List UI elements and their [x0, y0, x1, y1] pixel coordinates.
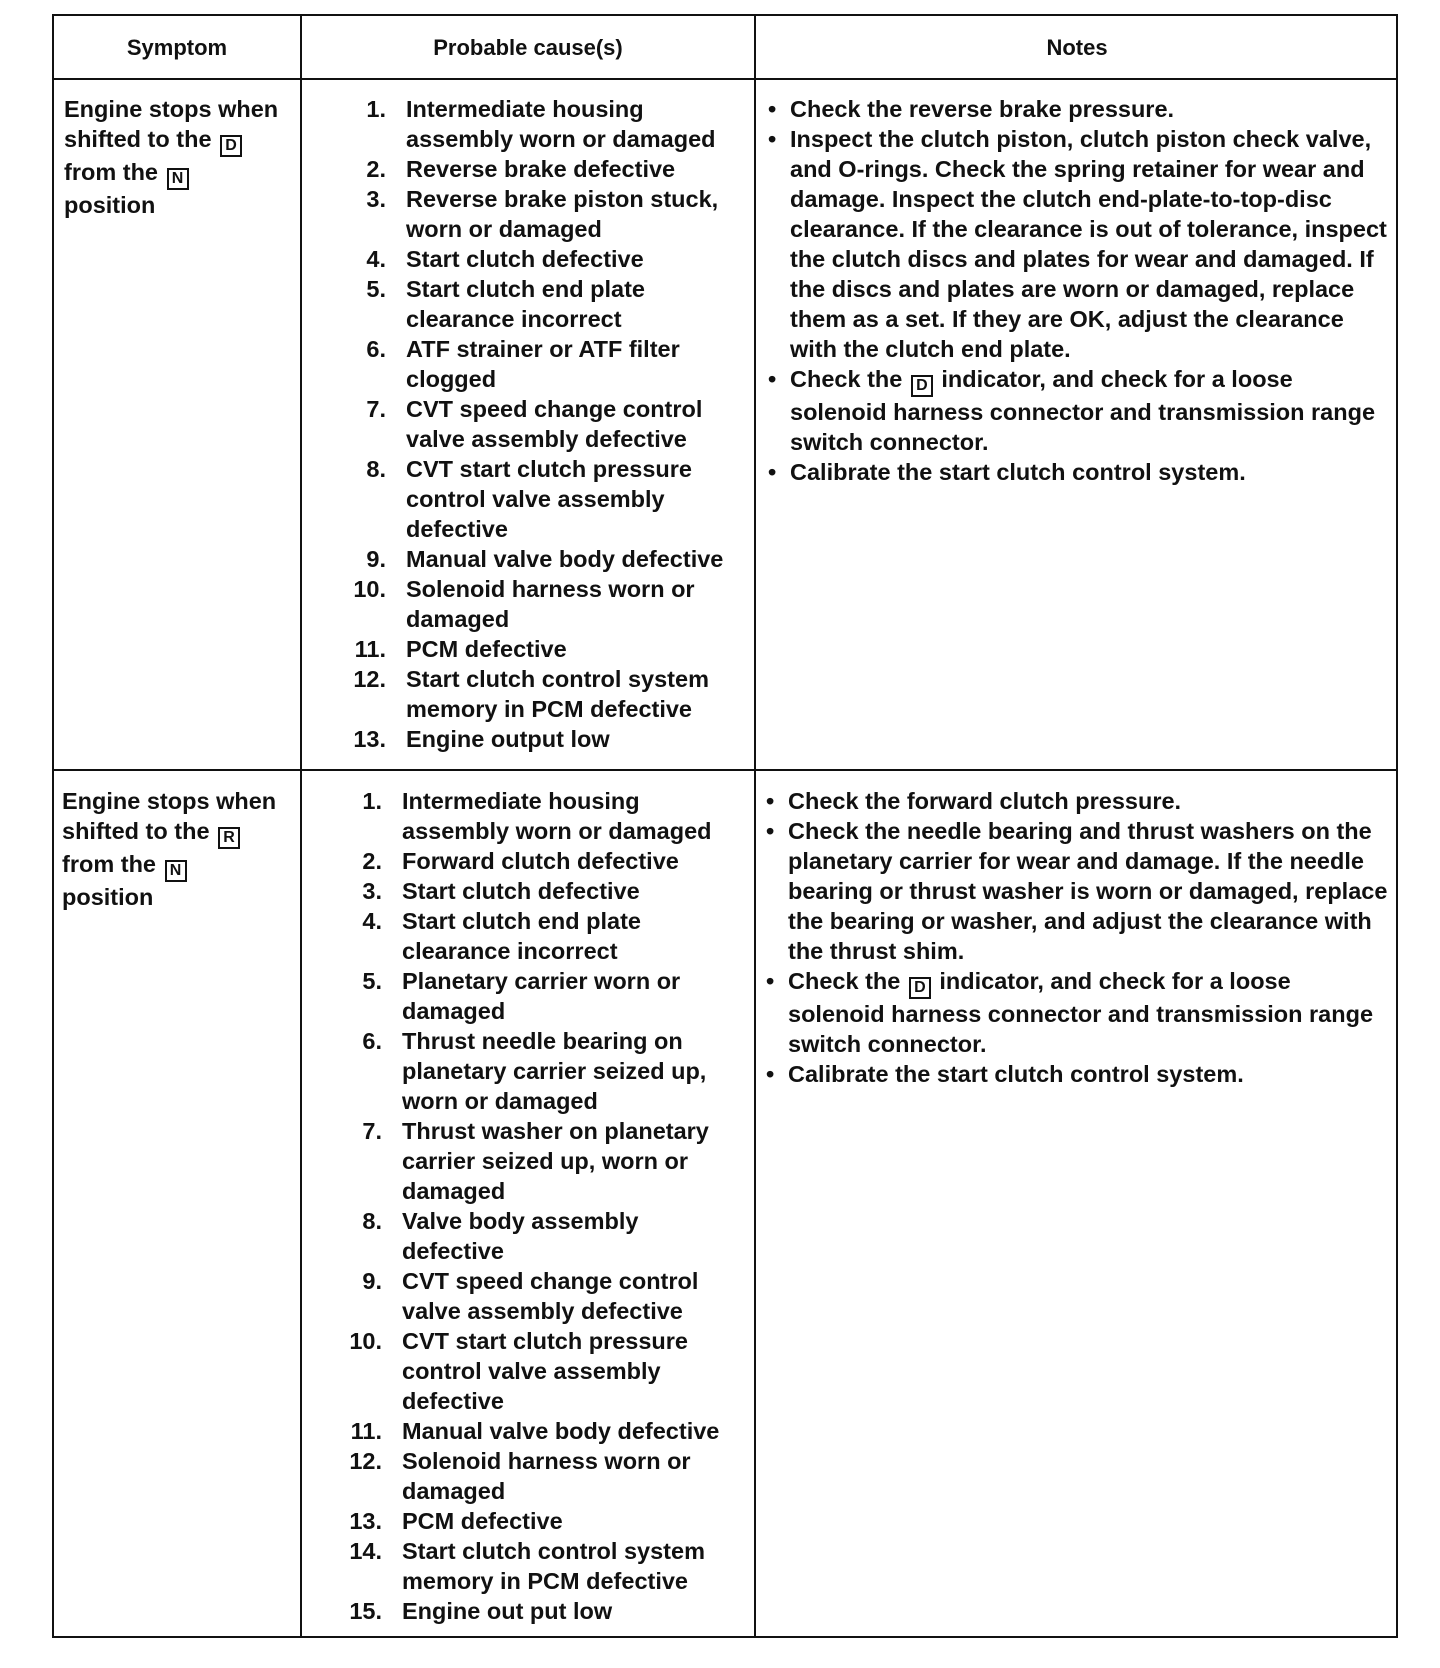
cause-number: 9.: [362, 1268, 382, 1294]
cause-text: Solenoid harness worn or damaged: [402, 1448, 691, 1504]
cause-text: Manual valve body defective: [406, 546, 724, 572]
cause-number: 13.: [349, 1508, 382, 1534]
note-text: Inspect the clutch piston, clutch piston check valve, and O-rings. Check the spring retainer for wear and damage. Inspect the clutch end-plate-to-top-disc clearance. If the clearance is out of tolerance, inspect the clutch discs and plates for wear and damaged. If the discs and plates are worn or damaged, replace them as a set. If they are OK, adjust the clearance with the clutch end plate.: [790, 126, 1387, 362]
cause-item: [324, 184, 744, 244]
note-text-part: indicator, and check for a loose solenoid harness connector and transmission range switch connector.: [788, 968, 1374, 1057]
symptom-line: position: [64, 192, 156, 218]
gear-position-indicator: D: [909, 977, 931, 999]
causes-list: [324, 94, 744, 754]
cause-item: [324, 634, 744, 664]
note-text: Calibrate the start clutch control system.: [790, 459, 1246, 485]
bullet-icon: •: [768, 459, 777, 485]
cause-number: 6.: [366, 336, 386, 362]
bullet-icon: •: [768, 126, 777, 152]
cause-item: [324, 334, 744, 394]
row-divider: [54, 769, 1396, 771]
cause-number: 12.: [349, 1448, 382, 1474]
cause-text: Thrust needle bearing on planetary carrier seized up, worn or damaged: [402, 1028, 707, 1114]
cause-text: Start clutch end plate clearance incorrect: [402, 908, 641, 964]
symptom-cell: [62, 786, 292, 912]
cause-text: Engine output low: [406, 726, 610, 752]
cause-item: [320, 1596, 744, 1626]
note-text: [788, 966, 1388, 1059]
note-text-part: Check the: [790, 366, 903, 392]
cause-text: Start clutch end plate clearance incorrect: [406, 276, 645, 332]
cause-item: [324, 244, 744, 274]
symptom-text: shifted to the: [62, 818, 210, 844]
cause-text: Reverse brake piston stuck, worn or damaged: [406, 186, 719, 242]
cause-number: 1.: [362, 788, 382, 814]
notes-list: [768, 94, 1388, 487]
symptom-line: [62, 849, 292, 882]
symptom-text: from the: [64, 159, 158, 185]
cause-number: 11.: [354, 636, 386, 662]
cause-text: CVT start clutch pressure control valve assembly defective: [402, 1328, 689, 1414]
cause-item: [320, 1506, 744, 1536]
cause-number: 7.: [366, 396, 386, 422]
cause-number: 4.: [366, 246, 386, 272]
gear-position-indicator: D: [220, 135, 242, 157]
cause-item: [324, 394, 744, 454]
cause-item: [320, 966, 744, 1026]
cause-item: [324, 154, 744, 184]
cause-number: 3.: [362, 878, 382, 904]
symptom-line: position: [62, 884, 154, 910]
cause-item: [320, 1116, 744, 1206]
causes-cell: [324, 94, 744, 754]
cause-text: Start clutch control system memory in PCM defective: [402, 1538, 705, 1594]
note-item: [768, 364, 1388, 457]
cause-number: 9.: [366, 546, 386, 572]
cause-item: [320, 846, 744, 876]
cause-text: Thrust washer on planetary carrier seized up, worn or damaged: [402, 1118, 709, 1204]
note-text: Check the needle bearing and thrust washers on the planetary carrier for wear and damage. If the needle bearing or thrust washer is worn or damaged, replace the bearing or washer, and adjust the clearance with the thrust shim.: [788, 818, 1388, 964]
symptom-line: Engine stops when: [64, 96, 279, 122]
gear-position-indicator: N: [167, 168, 189, 190]
cause-text: Forward clutch defective: [402, 848, 679, 874]
note-item: [766, 966, 1388, 1059]
cause-number: 4.: [362, 908, 382, 934]
note-text: [790, 364, 1388, 457]
cause-item: [320, 1446, 744, 1506]
notes-list: [766, 786, 1388, 1089]
symptom-line: [64, 157, 294, 190]
cause-item: [320, 786, 744, 846]
troubleshooting-table: [52, 14, 1398, 1638]
cause-text: PCM defective: [402, 1508, 563, 1534]
cause-item: [324, 664, 744, 724]
cause-text: Valve body assembly defective: [402, 1208, 639, 1264]
cause-text: Start clutch defective: [406, 246, 644, 272]
cause-number: 12.: [353, 666, 386, 692]
gear-position-indicator: R: [218, 827, 240, 849]
cause-text: Planetary carrier worn or damaged: [402, 968, 681, 1024]
cause-item: [324, 274, 744, 334]
cause-text: Start clutch defective: [402, 878, 640, 904]
cause-item: [320, 1206, 744, 1266]
note-item: [766, 786, 1388, 816]
note-item: [768, 124, 1388, 364]
cause-item: [320, 1416, 744, 1446]
symptom-line: [62, 816, 292, 849]
gear-position-indicator: N: [165, 860, 187, 882]
cause-number: 8.: [366, 456, 386, 482]
note-item: [768, 94, 1388, 124]
header-symptom: Symptom: [126, 35, 228, 60]
note-item: [768, 457, 1388, 487]
notes-cell: [766, 786, 1388, 1089]
cause-text: Reverse brake defective: [406, 156, 676, 182]
cause-number: 2.: [362, 848, 382, 874]
symptom-cell: [64, 94, 294, 220]
cause-text: CVT start clutch pressure control valve assembly defective: [406, 456, 693, 542]
cause-text: Intermediate housing assembly worn or damaged: [402, 788, 712, 844]
cause-item: [320, 1326, 744, 1416]
cause-item: [324, 454, 744, 544]
bullet-icon: •: [766, 1061, 775, 1087]
notes-cell: [768, 94, 1388, 487]
cause-item: [324, 574, 744, 634]
symptom-text: shifted to the: [64, 126, 212, 152]
cause-item: [320, 1536, 744, 1596]
cause-number: 1.: [366, 96, 386, 122]
cause-item: [324, 724, 744, 754]
cause-number: 5.: [362, 968, 382, 994]
gear-position-indicator: D: [911, 375, 933, 397]
cause-item: [320, 1026, 744, 1116]
header-notes: Notes: [1046, 35, 1108, 60]
note-text-part: indicator, and check for a loose solenoid harness connector and transmission range switch connector.: [790, 366, 1376, 455]
column-divider: [754, 16, 756, 1636]
note-item: [766, 816, 1388, 966]
note-text: Calibrate the start clutch control system.: [788, 1061, 1244, 1087]
cause-number: 10.: [353, 576, 386, 602]
causes-list: [320, 786, 744, 1626]
cause-number: 11.: [350, 1418, 382, 1444]
bullet-icon: •: [766, 788, 775, 814]
cause-number: 8.: [362, 1208, 382, 1234]
cause-text: CVT speed change control valve assembly defective: [406, 396, 703, 452]
cause-number: 15.: [349, 1598, 382, 1624]
cause-number: 13.: [353, 726, 386, 752]
column-divider: [300, 16, 302, 1636]
cause-text: ATF strainer or ATF filter clogged: [406, 336, 680, 392]
header-probable-causes: Probable cause(s): [433, 35, 623, 60]
cause-item: [320, 906, 744, 966]
bullet-icon: •: [766, 818, 775, 844]
cause-number: 6.: [362, 1028, 382, 1054]
cause-item: [324, 544, 744, 574]
cause-text: Start clutch control system memory in PCM defective: [406, 666, 709, 722]
bullet-icon: •: [766, 968, 775, 994]
note-item: [766, 1059, 1388, 1089]
symptom-text: from the: [62, 851, 156, 877]
cause-item: [320, 1266, 744, 1326]
cause-item: [320, 876, 744, 906]
cause-number: 2.: [366, 156, 386, 182]
note-text: Check the reverse brake pressure.: [790, 96, 1175, 122]
cause-item: [324, 94, 744, 154]
bullet-icon: •: [768, 96, 777, 122]
cause-number: 10.: [349, 1328, 382, 1354]
cause-number: 7.: [362, 1118, 382, 1144]
cause-text: Intermediate housing assembly worn or damaged: [406, 96, 716, 152]
cause-text: PCM defective: [406, 636, 567, 662]
bullet-icon: •: [768, 366, 777, 392]
cause-text: Engine out put low: [402, 1598, 613, 1624]
symptom-line: [64, 124, 294, 157]
cause-number: 3.: [366, 186, 386, 212]
causes-cell: [320, 786, 744, 1626]
cause-number: 5.: [366, 276, 386, 302]
cause-text: Solenoid harness worn or damaged: [406, 576, 695, 632]
note-text: Check the forward clutch pressure.: [788, 788, 1182, 814]
cause-number: 14.: [349, 1538, 382, 1564]
symptom-line: Engine stops when: [62, 788, 277, 814]
cause-text: Manual valve body defective: [402, 1418, 720, 1444]
note-text-part: Check the: [788, 968, 901, 994]
cause-text: CVT speed change control valve assembly defective: [402, 1268, 699, 1324]
